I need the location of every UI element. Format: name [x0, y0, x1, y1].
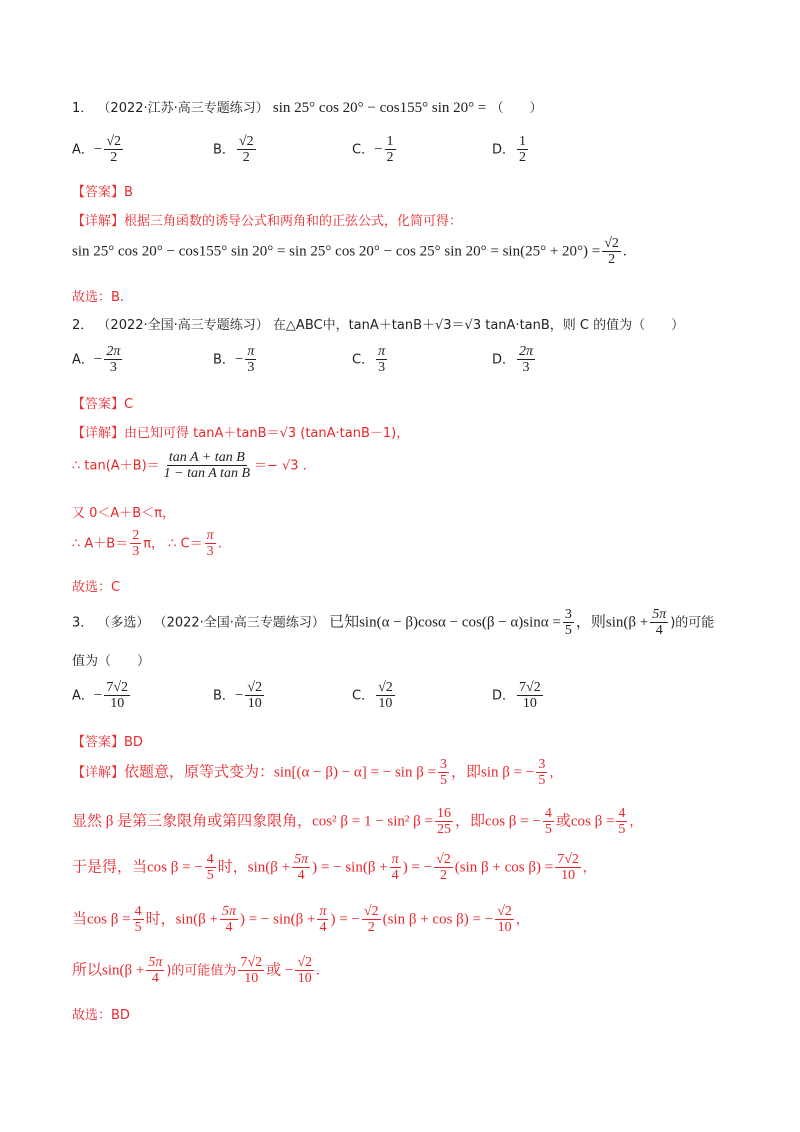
option-sign: − — [93, 687, 103, 704]
q3-detail-line4 — [72, 904, 529, 936]
q3-answer — [72, 731, 143, 750]
fraction — [205, 528, 216, 560]
q2-detail-line4 — [72, 528, 222, 560]
q3-option-d[interactable] — [492, 680, 545, 712]
fraction — [292, 852, 310, 884]
numerator: 4 — [544, 806, 552, 821]
denominator: 1 − tan A tan B — [163, 466, 250, 482]
q2-detail-line3: 又 0＜A＋B＜π， — [72, 506, 176, 521]
numerator: √2 — [363, 904, 379, 919]
numerator: √2 — [604, 236, 619, 251]
denominator: 5 — [206, 868, 214, 884]
formula-text: sin 25° cos 20° − cos155° sin 20° = sin 25° cos 20° − cos 25° sin 20° = sin(25° + 20°) = — [72, 243, 601, 260]
detail-tag: 【详解】 — [72, 214, 125, 229]
answer-tag: 【答案】 — [72, 735, 125, 750]
q1-formula: sin 25° cos 20° − cos155° sin 20° = sin 25° cos 20° − cos 25° sin 20° = sin(25° + 20°) = $\frac{√2}{2}$ . — [72, 236, 627, 268]
q1-option-a[interactable] — [72, 134, 125, 166]
fraction — [295, 955, 314, 987]
text: 时，sin(β + — [217, 859, 291, 876]
text: ＝− √3 . — [254, 458, 307, 474]
denominator: 10 — [522, 696, 537, 712]
denominator: 10 — [247, 696, 262, 712]
numerator: tan A + tan B — [168, 450, 245, 465]
answer-tag: 【答案】 — [72, 397, 125, 412]
fraction — [133, 904, 144, 936]
numerator: √2 — [378, 680, 393, 695]
numerator: 2π — [519, 344, 534, 359]
q3-option-c[interactable] — [352, 680, 397, 712]
option-fraction — [517, 134, 528, 166]
denominator: 10 — [561, 868, 576, 884]
fraction — [536, 757, 547, 789]
numerator: π — [319, 904, 327, 919]
denominator: 2 — [367, 920, 375, 936]
denominator: 4 — [391, 868, 399, 884]
option-fraction — [376, 344, 387, 376]
detail-tag: 【详解】 — [72, 426, 125, 441]
denominator: 10 — [244, 971, 259, 987]
numerator: 7√2 — [106, 680, 129, 695]
fraction — [390, 852, 401, 884]
denominator: 4 — [319, 920, 327, 936]
text: (sin β + cos β) = — [454, 859, 554, 876]
detail-tag: 【详解】 — [72, 765, 125, 781]
denominator: 5 — [618, 822, 626, 838]
q2-conclusion: 故选：C — [72, 580, 121, 595]
denominator: 5 — [134, 920, 142, 936]
text: 显然 β 是第三象限角或第四象限角，cos² β = 1 − sin² β = — [72, 813, 434, 830]
text: 所以sin(β + — [72, 962, 145, 979]
answer-value: C — [124, 397, 134, 412]
numerator: 1 — [519, 134, 527, 149]
numerator: 4 — [134, 904, 142, 919]
option-fraction — [517, 680, 543, 712]
q1-option-b[interactable] — [213, 134, 258, 166]
option-label: C． — [352, 142, 375, 158]
fraction — [205, 852, 216, 884]
fraction — [563, 607, 574, 639]
fraction — [146, 955, 164, 987]
text: . — [217, 536, 222, 552]
option-label: B． — [213, 352, 235, 368]
text: ∴ tan(A＋B)＝ — [72, 458, 160, 474]
option-label: B． — [213, 142, 235, 158]
numerator: π — [391, 852, 399, 867]
denominator: 5 — [538, 773, 546, 789]
text: ，则sin(β + — [575, 614, 649, 631]
q1-number: 1． — [72, 101, 94, 116]
q3-detail-line5 — [72, 955, 320, 987]
fraction — [650, 607, 668, 639]
option-sign: − — [93, 351, 103, 368]
text: 或cos β = — [555, 813, 615, 830]
text: ， — [515, 912, 529, 928]
q1-stem-line — [72, 97, 543, 117]
fraction — [435, 806, 453, 838]
q2-stem-line — [72, 314, 684, 333]
numerator: 3 — [440, 757, 448, 772]
option-fraction — [245, 680, 264, 712]
option-fraction — [104, 344, 122, 376]
q2-option-b[interactable] — [213, 344, 258, 376]
q2-source: （2022·全国·高三专题练习） — [97, 318, 269, 333]
numerator: π — [247, 344, 255, 359]
q3-option-b[interactable] — [213, 680, 266, 712]
option-label: A． — [72, 688, 94, 704]
q2-option-d[interactable] — [492, 344, 537, 376]
q3-conclusion: 故选：BD — [72, 1008, 130, 1023]
denominator: 3 — [132, 544, 140, 560]
answer-value: BD — [124, 735, 143, 750]
numerator: 1 — [386, 134, 394, 149]
denominator: 10 — [378, 696, 393, 712]
numerator: 7√2 — [557, 852, 579, 867]
text: 于是得，当cos β = − — [72, 859, 203, 876]
text: ， — [582, 860, 596, 876]
denominator: 2 — [608, 252, 616, 268]
text: 时，sin(β + — [145, 911, 218, 928]
text: ， — [549, 765, 563, 781]
q1-paren: （ ） — [490, 101, 543, 116]
numerator: 2π — [106, 344, 121, 359]
option-fraction — [104, 680, 130, 712]
option-sign: − — [234, 351, 244, 368]
numerator: 3 — [538, 757, 546, 772]
q1-answer — [72, 181, 133, 200]
fraction — [438, 757, 449, 789]
detail-text: 由已知可得 tanA＋tanB＝√3 (tanA·tanB－1)， — [124, 426, 410, 441]
fraction — [434, 852, 453, 884]
numerator: 5π — [652, 607, 667, 622]
denominator: 10 — [497, 920, 512, 936]
numerator: 7√2 — [240, 955, 263, 970]
option-fraction — [237, 134, 256, 166]
q2-detail-line2 — [72, 450, 307, 482]
denominator: 3 — [378, 360, 386, 376]
q3-detail-line1 — [72, 757, 562, 789]
option-label: C． — [352, 352, 375, 368]
option-fraction — [376, 680, 395, 712]
text: 或 − — [266, 962, 294, 979]
denominator: 5 — [440, 773, 448, 789]
numerator: 3 — [564, 607, 572, 622]
denominator: 4 — [151, 971, 159, 987]
numerator: 2 — [132, 528, 140, 543]
denominator: 2 — [386, 150, 394, 166]
fraction — [362, 904, 381, 936]
numerator: 5π — [221, 904, 236, 919]
numerator: 5π — [148, 955, 163, 970]
option-label: D． — [492, 352, 516, 368]
text: ) = − — [330, 911, 360, 928]
denominator: 25 — [437, 822, 452, 838]
q1-option-c[interactable] — [352, 134, 398, 166]
fraction — [543, 806, 554, 838]
option-label: D． — [492, 142, 516, 158]
numerator: √2 — [247, 680, 263, 695]
answer-value: B — [124, 185, 133, 200]
fraction — [162, 450, 252, 482]
text: 当cos β = — [72, 911, 131, 928]
option-label: D． — [492, 688, 516, 704]
text: ) = − sin(β + — [312, 859, 388, 876]
option-fraction — [385, 134, 396, 166]
option-sign: − — [234, 687, 244, 704]
text: ∴ A＋B＝ — [72, 536, 129, 552]
answer-tag: 【答案】 — [72, 185, 125, 200]
q2-option-c[interactable] — [352, 344, 389, 376]
numerator: 16 — [437, 806, 452, 821]
numerator: 7√2 — [519, 680, 541, 695]
q3-stem-line — [72, 607, 714, 639]
denominator: 10 — [110, 696, 125, 712]
numerator: √2 — [497, 904, 512, 919]
text: )的可能 — [670, 615, 715, 631]
denominator: 4 — [297, 868, 305, 884]
q2-option-a[interactable] — [72, 344, 124, 376]
option-fraction — [517, 344, 535, 376]
fraction — [495, 904, 514, 936]
numerator: √2 — [436, 852, 451, 867]
text: ，即cos β = − — [455, 813, 541, 830]
q1-conclusion: 故选：B. — [72, 290, 125, 305]
formula-fraction — [602, 236, 621, 268]
q2-answer — [72, 393, 133, 412]
q2-stem: 在△ABC中，tanA＋tanB＋√3＝√3 tanA·tanB，则 C 的值为（ ） — [272, 318, 685, 333]
denominator: 3 — [206, 544, 214, 560]
denominator: 4 — [225, 920, 233, 936]
numerator: 5π — [294, 852, 309, 867]
q1-source: （2022·江苏·高三专题练习） — [97, 101, 269, 116]
text: 依题意，原等式变为：sin[(α − β) − α] = − sin β = — [124, 764, 437, 781]
option-sign: − — [374, 141, 383, 158]
text: ) = − sin(β + — [239, 911, 316, 928]
numerator: π — [206, 528, 214, 543]
denominator: 10 — [297, 971, 312, 987]
q3-detail-line2 — [72, 806, 642, 838]
q2-detail-line1 — [72, 422, 409, 441]
fraction — [220, 904, 238, 936]
denominator: 5 — [544, 822, 552, 838]
q3-stem-line2: 值为（ ） — [72, 654, 151, 669]
numerator: π — [378, 344, 386, 359]
option-fraction — [104, 134, 123, 166]
fraction — [317, 904, 328, 936]
denominator: 3 — [247, 360, 255, 376]
q3-tag: （多选） — [97, 615, 150, 631]
text: ， — [629, 814, 643, 830]
q1-option-d[interactable] — [492, 134, 530, 166]
q3-detail-line3 — [72, 852, 596, 884]
denominator: 2 — [110, 150, 118, 166]
numerator: √2 — [238, 134, 254, 149]
denominator: 3 — [109, 360, 117, 376]
denominator: 2 — [439, 868, 447, 884]
q1-stem: sin 25° cos 20° − cos155° sin 20° = — [272, 100, 487, 116]
numerator: √2 — [297, 955, 313, 970]
numerator: 4 — [618, 806, 626, 821]
option-fraction — [245, 344, 256, 376]
text: )的可能值为 — [166, 963, 237, 979]
text: . — [316, 962, 320, 979]
option-label: A． — [72, 352, 94, 368]
text: (sin β + cos β) = − — [382, 911, 494, 928]
denominator: 3 — [522, 360, 530, 376]
numerator: 4 — [206, 852, 214, 867]
text: ) = − — [402, 859, 433, 876]
text: π， ∴ C＝ — [143, 536, 203, 552]
fraction — [555, 852, 581, 884]
fraction — [616, 806, 627, 838]
q2-number: 2． — [72, 318, 94, 333]
text: ，即sin β = − — [451, 764, 535, 781]
denominator: 2 — [242, 150, 250, 166]
denominator: 5 — [564, 623, 572, 639]
option-label: B． — [213, 688, 235, 704]
fraction — [130, 528, 141, 560]
fraction — [238, 955, 264, 987]
q3-source: （2022·全国·高三专题练习） — [153, 615, 325, 631]
q3-stem: 已知sin(α − β)cosα − cos(β − α)sinα = — [329, 614, 561, 631]
denominator: 4 — [655, 623, 663, 639]
numerator: √2 — [106, 134, 122, 149]
option-sign: − — [93, 141, 103, 158]
q3-option-a[interactable] — [72, 680, 132, 712]
q3-number: 3． — [72, 615, 94, 631]
detail-text: 根据三角函数的诱导公式和两角和的正弦公式，化简可得： — [124, 214, 463, 229]
denominator: 2 — [519, 150, 527, 166]
option-label: A． — [72, 142, 94, 158]
q1-detail — [72, 210, 462, 229]
option-label: C． — [352, 688, 375, 704]
